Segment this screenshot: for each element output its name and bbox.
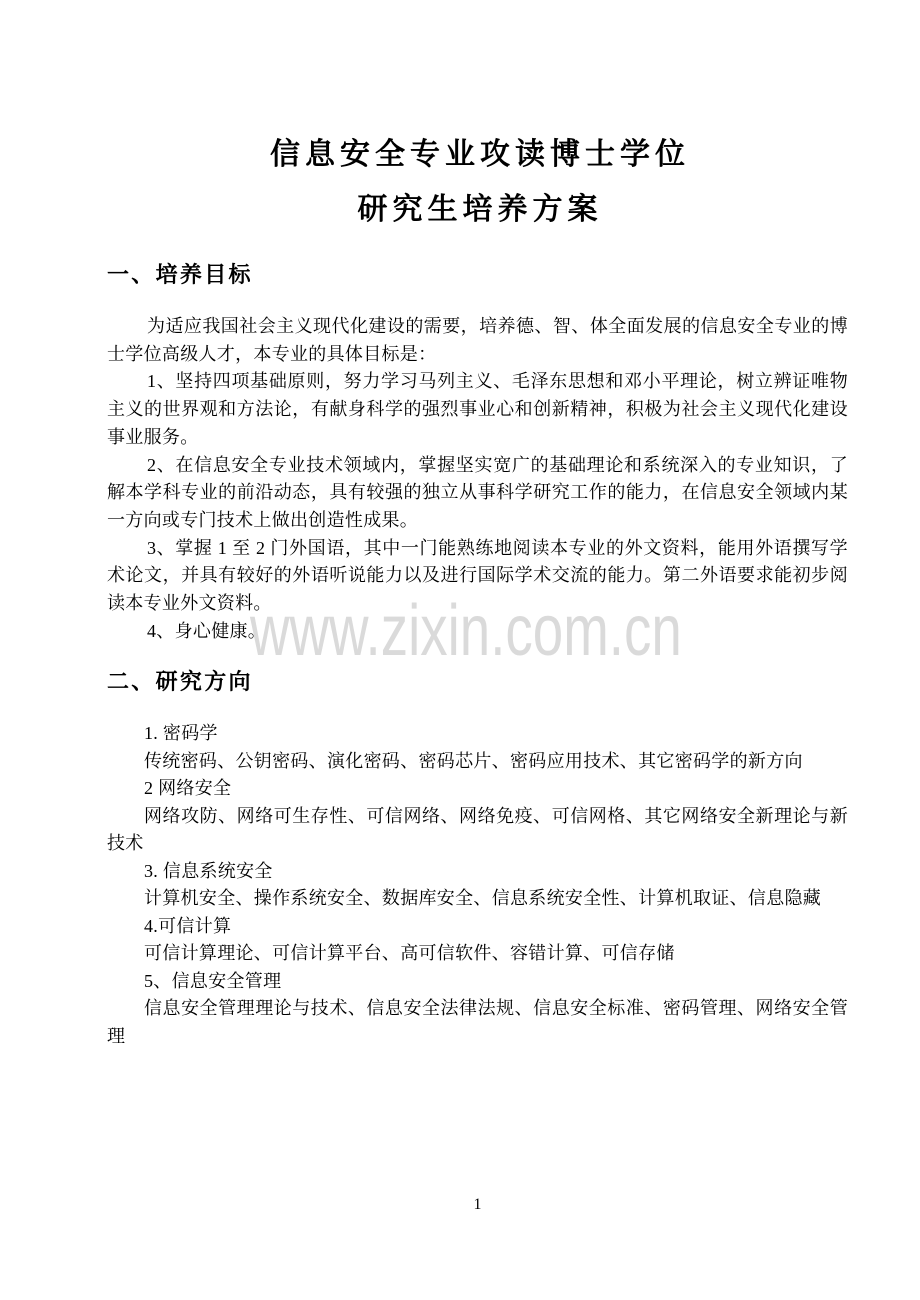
direction-item-security-management — [107, 968, 848, 1051]
goal-item-4 — [107, 618, 848, 646]
direction-label: 3. 信息系统安全 — [144, 860, 273, 881]
direction-label: 1. 密码学 — [144, 723, 218, 743]
paragraph-line: 解本学科专业的前沿动态，具有较强的独立从事科学研究工作的能力，在信息安全领域内某 — [107, 482, 848, 503]
paragraph-line: 一方向或专门技术上做出创造性成果。 — [107, 509, 419, 530]
paragraph-line: 读本专业外文资料。 — [107, 593, 272, 614]
document-title-line-2: 研究生培养方案 — [357, 193, 603, 226]
goal-item-1 — [107, 368, 848, 451]
direction-topics: 网络攻防、网络可生存性、可信网络、网络免疫、可信网格、其它网络安全新理论与新 — [144, 805, 848, 826]
section-heading-goals: 一、培养目标 — [107, 263, 253, 288]
direction-topics: 理 — [107, 1025, 126, 1046]
paragraph-line: 术论文，并具有较好的外语听说能力以及进行国际学术交流的能力。第二外语要求能初步阅 — [107, 565, 848, 586]
direction-item-cryptography — [107, 720, 848, 775]
paragraph-line: 2、在信息安全专业技术领域内，掌握坚实宽广的基础理论和系统深入的专业知识，了 — [147, 454, 848, 475]
paragraph-line: 主义的世界观和方法论，有献身科学的强烈事业心和创新精神，积极为社会主义现代化建设 — [107, 399, 848, 420]
direction-topics: 技术 — [107, 833, 144, 853]
direction-label: 2 网络安全 — [144, 778, 232, 798]
direction-topics: 可信计算理论、可信计算平台、高可信软件、容错计算、可信存储 — [144, 943, 675, 963]
paragraph-line: 为适应我国社会主义现代化建设的需要，培养德、智、体全面发展的信息安全专业的博 — [147, 316, 848, 336]
paragraph-line: 1、坚持四项基础原则，努力学习马列主义、毛泽东思想和邓小平理论，树立辨证唯物 — [147, 371, 848, 392]
document-title-line-1: 信息安全专业攻读博士学位 — [270, 138, 690, 171]
direction-item-trusted-computing — [107, 913, 848, 968]
goal-item-2 — [107, 452, 848, 535]
section-goals-body — [107, 313, 848, 645]
paragraph-line: 事业服务。 — [107, 426, 199, 447]
section-heading-research-directions: 二、研究方向 — [107, 670, 253, 695]
direction-topics: 计算机安全、操作系统安全、数据库安全、信息系统安全性、计算机取证、信息隐藏 — [144, 888, 822, 908]
paragraph-line: 4、身心健康。 — [147, 620, 267, 641]
direction-label: 4.可信计算 — [144, 915, 232, 936]
direction-item-information-system-security — [107, 858, 848, 913]
watermark: www.zixin.com.cn — [250, 591, 682, 671]
intro-paragraph — [107, 313, 848, 368]
paragraph-line: 3、掌握 1 至 2 门外国语，其中一门能熟练地阅读本专业的外文资料，能用外语撰写学 — [147, 537, 848, 558]
direction-label: 5、信息安全管理 — [144, 970, 282, 991]
direction-topics: 传统密码、公钥密码、演化密码、密码芯片、密码应用技术、其它密码学的新方向 — [144, 750, 803, 771]
paragraph-line: 士学位高级人才，本专业的具体目标是： — [107, 343, 437, 364]
direction-topics: 信息安全管理理论与技术、信息安全法律法规、信息安全标准、密码管理、网络安全管 — [144, 998, 848, 1018]
direction-item-network-security — [107, 775, 848, 858]
goal-item-3 — [107, 535, 848, 618]
section-directions-body — [107, 720, 848, 1050]
page-number: 1 — [473, 1196, 482, 1213]
